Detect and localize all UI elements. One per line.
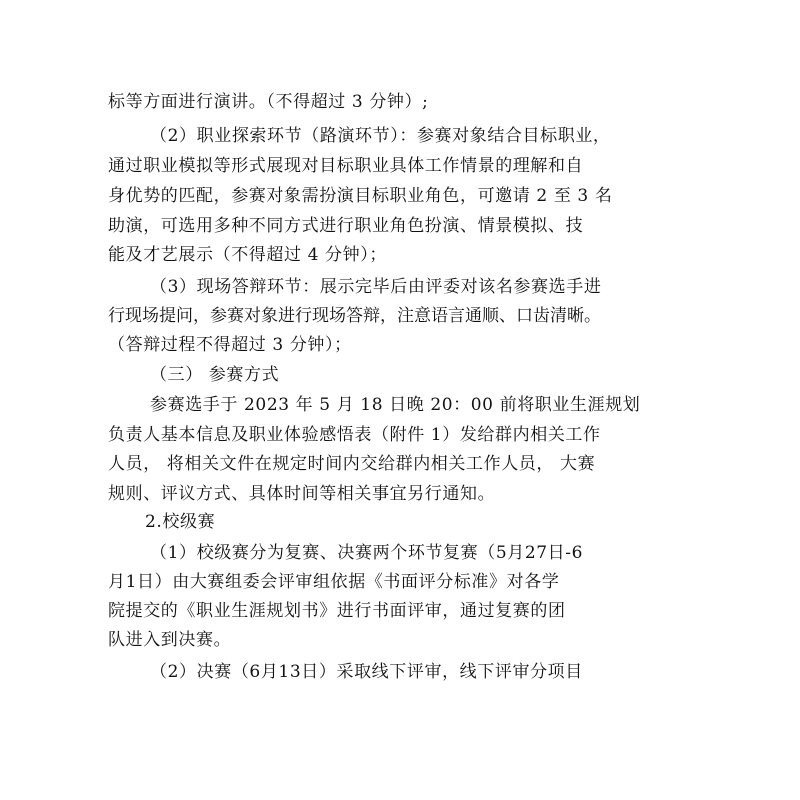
text-line-1: 标等方面进行演讲。（不得超过 3 分钟）; — [108, 92, 429, 112]
text-line-19: 队进入到决赛。 — [108, 630, 232, 650]
subsection-heading: 2.校级赛 — [145, 512, 216, 532]
text-line-16: （1）校级赛分为复赛、决赛两个环节复赛（5月27日-6 — [150, 543, 584, 563]
text-line-5: 助演，可选用多种不同方式进行职业角色扮演、情景模拟、技 — [108, 216, 584, 236]
text-line-18: 院提交的《职业生涯规划书》进行书面评审，通过复赛的团 — [108, 601, 566, 621]
text-line-3: 通过职业模拟等形式展现对目标职业具体工作情景的理解和自 — [108, 156, 584, 176]
text-line-4: 身优势的匹配，参赛对象需扮演目标职业角色，可邀请 2 至 3 名 — [108, 186, 613, 206]
text-line-9: （答辩过程不得超过 3 分钟）； — [108, 335, 352, 355]
text-line-7: （3）现场答辩环节：展示完毕后由评委对该名参赛选手进 — [150, 277, 602, 297]
text-line-6: 能及才艺展示（不得超过 4 分钟）； — [108, 245, 387, 265]
text-line-12: 负责人基本信息及职业体验感悟表（附件 1）发给群内相关工作 — [108, 425, 601, 445]
text-line-2: （2）职业探索环节（路演环节）：参赛对象结合目标职业， — [150, 126, 611, 146]
text-line-20: （2）决赛（6月13日）采取线下评审，线下评审分项目 — [150, 662, 583, 682]
text-line-14: 规则、评议方式、具体时间等相关事宜另行通知。 — [108, 484, 496, 504]
text-line-13: 人员， 将相关文件在规定时间内交给群内相关工作人员， 大赛 — [108, 454, 596, 474]
text-line-11: 参赛选手于 2023 年 5 月 18 日晚 20：00 前将职业生涯规划 — [150, 395, 641, 415]
text-line-8: 行现场提问，参赛对象进行现场答辩，注意语言通顺、口齿清晰。 — [108, 306, 601, 326]
section-heading: （三） 参赛方式 — [150, 365, 280, 385]
text-line-17: 月1日）由大赛组委会评审组依据《书面评分标准》对各学 — [108, 572, 560, 592]
